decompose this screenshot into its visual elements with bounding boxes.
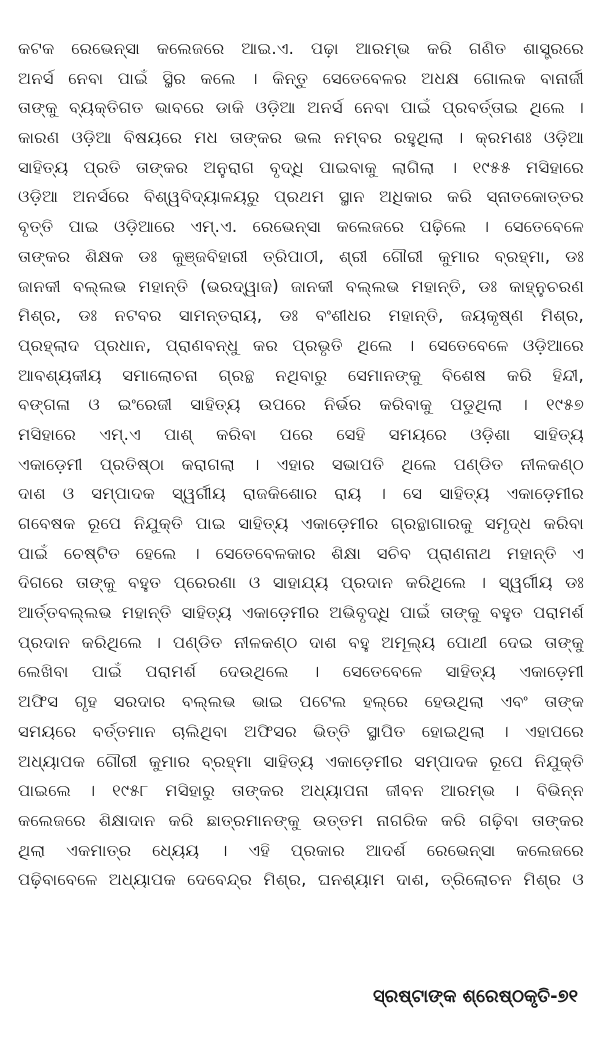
text-line: ଦାଶ ଓ ସମ୍ପାଦକ ସ୍ୱର୍ଗୀୟ ରାଜକିଶୋର ରାୟ । ସେ ସାହିତ୍ୟ ଏକାଡ଼େମୀର (18, 484, 584, 504)
text-line: ତାଙ୍କର ଶିକ୍ଷକ ଡଃ କୁଞ୍ଜବିହାରୀ ତ୍ରିପାଠୀ, ଶ୍ରୀ ଗୌରୀ କୁମାର ବ୍ରହ୍ମା, ଡଃ (18, 246, 584, 266)
text-line: ପାଇଲେ । ୧୯୫୮ ମସିହାରୁ ତାଙ୍କର ଅଧ୍ୟାପନା ଜୀବନ ଆରମ୍ଭ । ବିଭିନ୍ନ (18, 781, 584, 801)
body-paragraph (18, 34, 584, 895)
text-line: ମସିହାରେ ଏମ୍.ଏ ପାଶ୍ କରିବା ପରେ ସେହି ସମୟରେ ଓଡ଼ିଶା ସାହିତ୍ୟ (18, 424, 584, 444)
text-line: ବୃତ୍ତି ପାଇ ଓଡ଼ିଆରେ ଏମ୍.ଏ. ରେଭେନ୍ସା କଲେଜରେ ପଢ଼ିଲେ । ସେତେବେଳେ (18, 217, 584, 237)
text-line: ଆବଶ୍ୟକୀୟ ସମାଲୋଚନା ଗ୍ରନ୍ଥ ନଥିବାରୁ ସେମାନଙ୍କୁ ବିଶେଷ କରି ହିନ୍ଦୀ, (18, 365, 584, 385)
text-line: ପ୍ରଦାନ କରିଥିଲେ । ପଣ୍ଡିତ ନୀଳକଣ୍ଠ ଦାଶ ବହୁ ଅମୂଲ୍ୟ ପୋଥୀ ଦେଇ ତାଙ୍କୁ (18, 632, 584, 652)
text-line: ଦିଗରେ ତାଙ୍କୁ ବହୁତ ପ୍ରେରଣା ଓ ସାହାଯ୍ୟ ପ୍ରଦାନ କରିଥିଲେ । ସ୍ୱର୍ଗୀୟ ଡଃ (18, 573, 584, 593)
text-line: ଆର୍ତ୍ତବଲ୍ଲଭ ମହାନ୍ତି ସାହିତ୍ୟ ଏକାଡ଼େମୀର ଅଭିବୃଦ୍ଧି ପାଇଁ ତାଙ୍କୁ ବହୁତ ପରାମର୍ଶ (18, 603, 584, 623)
text-line: ଜାନକୀ ବଲ୍ଲଭ ମହାନ୍ତି (ଭରଦ୍ୱାଜ) ଜାନକୀ ବଲ୍ଲଭ ମହାନ୍ତି, ଡଃ କାହ୍ନୁଚରଣ (18, 276, 584, 296)
text-line: ପାଇଁ ଚେଷ୍ଟିତ ହେଲେ । ସେତେବେଳକାର ଶିକ୍ଷା ସଚିବ ପ୍ରାଣନାଥ ମହାନ୍ତି ଏ (18, 543, 584, 563)
text-line: ପ୍ରହ୍ଲାଦ ପ୍ରଧାନ, ପ୍ରାଣବନ୍ଧୁ କର ପ୍ରଭୃତି ଥିଲେ । ସେତେବେଳେ ଓଡ଼ିଆରେ (18, 335, 584, 355)
text-line: ତାଙ୍କୁ ବ୍ୟକ୍ତିଗତ ଭାବରେ ଡାକି ଓଡ଼ିଆ ଅନର୍ସ ନେବା ପାଇଁ ପ୍ରବର୍ତ୍ତାଇ ଥିଲେ । (18, 98, 584, 118)
text-line: ଓଡ଼ିଆ ଅନର୍ସରେ ବିଶ୍ୱବିଦ୍ୟାଳୟରୁ ପ୍ରଥମ ସ୍ଥାନ ଅଧିକାର କରି ସ୍ନାତକୋତ୍ତର (18, 187, 584, 207)
text-line: ଲେଖିବା ପାଇଁ ପରାମର୍ଶ ଦେଉଥିଲେ । ସେତେବେଳେ ସାହିତ୍ୟ ଏକାଡ଼େମୀ (18, 662, 584, 682)
text-line: କାରଣ ଓଡ଼ିଆ ବିଷୟରେ ମଧ ତାଙ୍କର ଭଲ ନମ୍ବର ରହୁଥିଲା । କ୍ରମଶଃ ଓଡ଼ିଆ (18, 128, 584, 148)
text-line: ଏକାଡ଼େମୀ ପ୍ରତିଷ୍ଠା କରାଗଲା । ଏହାର ସଭାପତି ଥିଲେ ପଣ୍ଡିତ ନୀଳକଣ୍ଠ (18, 454, 584, 474)
text-line: ସମୟରେ ବର୍ତ୍ତମାନ ଚାଲିଥିବା ଅଫିସର ଭିତ୍ତି ସ୍ଥାପିତ ହୋଇଥିଲା । ଏହାପରେ (18, 721, 584, 741)
text-line: ଅନର୍ସ ନେବା ପାଇଁ ସ୍ଥିର କଲେ । କିନ୍ତୁ ସେତେବେଳର ଅଧକ୍ଷ ଗୋଲକ ବାନାର୍ଜୀ (18, 68, 584, 88)
text-line: ବଙ୍ଗଳା ଓ ଇଂରେଜୀ ସାହିତ୍ୟ ଉପରେ ନିର୍ଭର କରିବାକୁ ପଡୁଥିଲା । ୧୯୫୭ (18, 395, 584, 415)
text-line: ସାହିତ୍ୟ ପ୍ରତି ତାଙ୍କର ଅନୁରାଗ ବୃଦ୍ଧି ପାଇବାକୁ ଲାଗିଲା । ୧୯୫୫ ମସିହାରେ (18, 157, 584, 177)
text-line: ଅଫିସ ଗୃହ ସରଦାର ବଲ୍ଲଭ ଭାଇ ପଟେଲ ହଲ୍‌ରେ ହେଉଥିଲା ଏବଂ ତାଙ୍କ (18, 692, 584, 712)
text-line: ମିଶ୍ର, ଡଃ ନଟବର ସାମନ୍ତରାୟ, ଡଃ ବଂଶୀଧର ମହାନ୍ତି, ଜୟକୃଷ୍ଣ ମିଶ୍ର, (18, 306, 584, 326)
text-line: ଗବେଷକ ରୂପେ ନିଯୁକ୍ତି ପାଇ ସାହିତ୍ୟ ଏକାଡ଼େମୀର ଗ୍ରନ୍ଥାଗାରକୁ ସମୃଦ୍ଧ କରିବା (18, 514, 584, 533)
page-footer: ସ୍ରଷ୍ଟାଙ୍କ ଶ୍ରେଷ୍ଠକୃତି-୭୧ (372, 986, 578, 1007)
text-line: କଲେଜରେ ଶିକ୍ଷାଦାନ କରି ଛାତ୍ରମାନଙ୍କୁ ଉତ୍ତମ ନାଗରିକ କରି ଗଢ଼ିବା ତାଙ୍କର (18, 810, 584, 830)
text-line: ଥିଲା ଏକମାତ୍ର ଧ୍ୟେୟ । ଏହି ପ୍ରକାର ଆଦର୍ଶ ରେଭେନ୍ସା କଲେଜରେ (18, 840, 584, 860)
text-line: ଅଧ୍ୟାପକ ଗୌରୀ କୁମାର ବ୍ରହ୍ମା ସାହିତ୍ୟ ଏକାଡ଼େମୀର ସମ୍ପାଦକ ରୂପେ ନିଯୁକ୍ତି (18, 751, 584, 771)
text-line: କଟକ ରେଭେନ୍ସା କଲେଜରେ ଆଇ.ଏ. ପଢ଼ା ଆରମ୍ଭ କରି ଗଣିତ ଶାସ୍ତ୍ରରେ (18, 39, 584, 58)
text-line: ପଢ଼ିବାବେଳେ ଅଧ୍ୟାପକ ଦେବେନ୍ଦ୍ର ମିଶ୍ର, ଘନଶ୍ୟାମ ଦାଶ, ତ୍ରିଲୋଚନ ମିଶ୍ର ଓ (18, 870, 584, 890)
